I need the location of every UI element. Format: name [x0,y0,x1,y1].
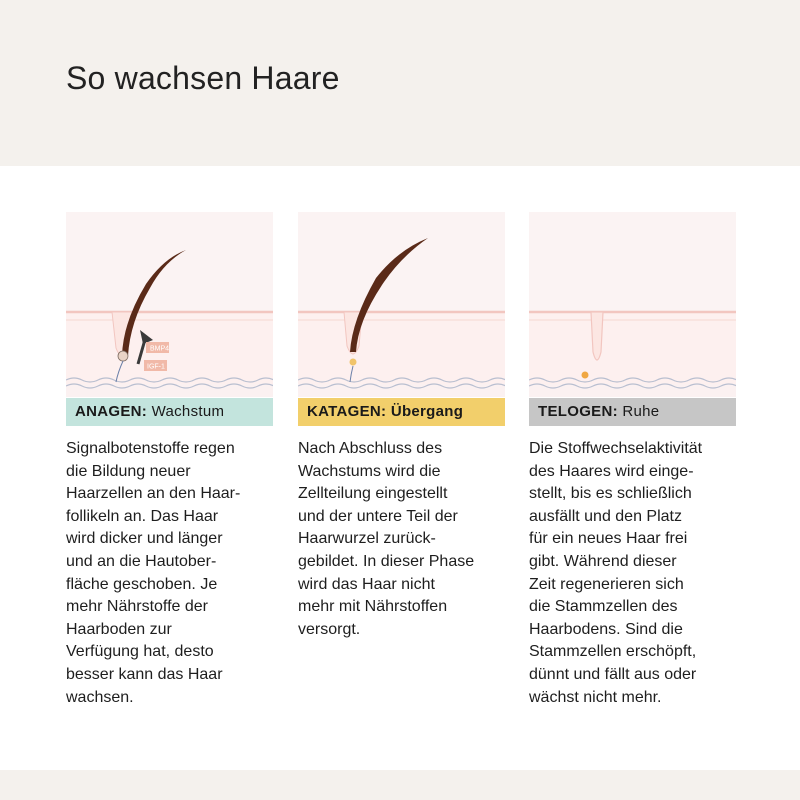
page-title: So wachsen Haare [66,60,340,96]
anagen-illustration [66,212,273,397]
telogen-illustration [529,212,736,397]
katagen-label-bold: KATAGEN: [307,403,387,420]
katagen-label-rest: Übergang [390,403,464,420]
telogen-label-bold: TELOGEN: [538,403,618,420]
header-band [0,0,800,166]
anagen-label-bold: ANAGEN: [75,403,148,420]
anagen-label-rest: Wachstum [151,403,225,420]
anagen-label [66,398,273,426]
tag-bmp4: BMP4 [150,345,170,353]
telogen-label-rest: Ruhe [622,403,660,420]
tag-igf1: IGF-1 [147,363,165,371]
phase-anagen [66,212,273,709]
footer-band [0,770,800,800]
katagen-description: Nach Abschluss des Wachstums wird die Zellteilung eingestellt und der untere Teil der Haarwurzel zurück- gebildet. In dieser Phase wird das Haar nicht mehr mit Nährstoffen versorgt. [298,440,475,638]
anagen-description: Signalbotenstoffe regen die Bildung neuer Haarzellen an den Haar- follikeln an. Das Haar wird dicker und länger und an die Hautober- fläche geschoben. Je mehr Nährstoffe der Haarboden zur Verfügung hat, desto besser kann das Haar wachsen. [66,440,241,706]
phase-katagen [298,212,505,641]
telogen-description: Die Stoffwechselaktivität des Haares wird einge- stellt, bis es schließlich ausfällt und den Platz für ein neues Haar frei gibt. Während dieser Zeit regenerieren sich die Stammzellen des Haarbodens. Sind die Stammzellen erschöpft, dünnt und fällt aus oder wächst nicht mehr. [529,440,703,706]
telogen-label [529,398,736,426]
katagen-label [298,398,505,426]
phase-telogen [529,212,736,709]
katagen-illustration [298,212,505,397]
